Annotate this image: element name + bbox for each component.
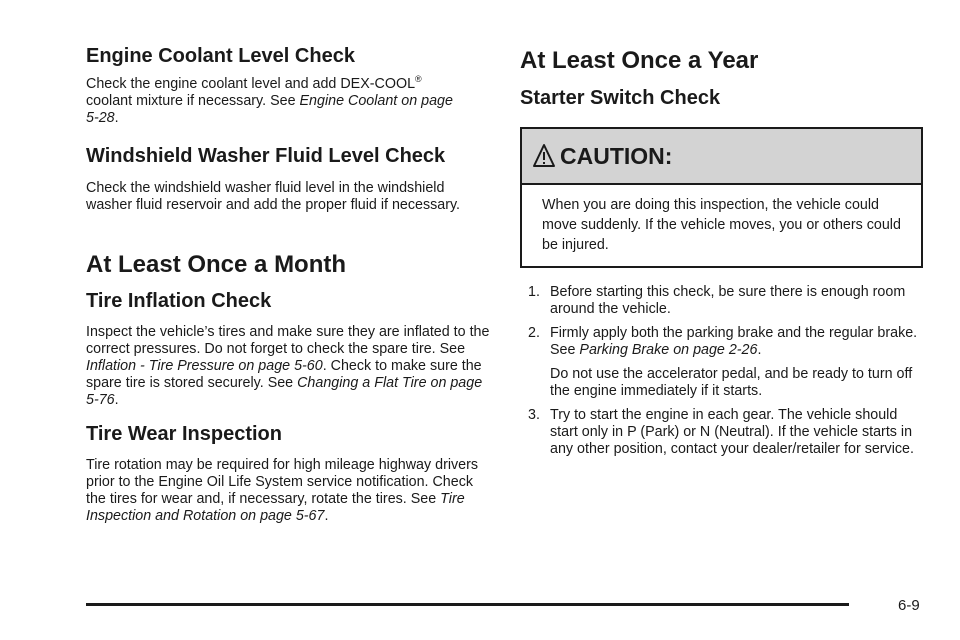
- caution-box: [520, 127, 923, 268]
- list-item: 2. Firmly apply both the parking brake and the regular brake. See Parking Brake on page 2-26. Do not use the accelerator pedal, and be ready to turn off the engine immediately if it starts.: [520, 325, 925, 400]
- year-heading: At Least Once a Year: [520, 47, 759, 74]
- step-note: Do not use the accelerator pedal, and be ready to turn off the engine immediately if it starts.: [550, 366, 913, 399]
- tire-wear-paragraph: Tire rotation may be required for high mileage highway drivers prior to the Engine Oil Life System service notification. Check the tires for wear and, if necessary, rotate the tires. See Tire Inspection and Rotation on page 5-67.: [86, 457, 479, 524]
- coolant-heading: Engine Coolant Level Check: [86, 45, 355, 67]
- starter-steps-list: [520, 284, 925, 458]
- caution-title: CAUTION:: [560, 142, 673, 169]
- list-item: 3. Try to start the engine in each gear. The vehicle should start only in P (Park) or N (Neutral). If the vehicle starts in any other position, contact your dealer/retailer for service.: [528, 407, 914, 457]
- page-number: 6-9: [898, 597, 920, 614]
- registered-mark: ®: [415, 74, 422, 85]
- flat-tire-ref-link[interactable]: Changing a Flat Tire on page 5-76: [86, 375, 483, 408]
- warning-triangle-icon: [532, 143, 556, 169]
- footer-rule: [86, 603, 849, 606]
- starter-heading: Starter Switch Check: [520, 87, 721, 109]
- coolant-ref-link[interactable]: Engine Coolant on page 5-28: [86, 93, 453, 126]
- inflation-ref-link[interactable]: Inflation - Tire Pressure on page 5-60: [86, 358, 323, 374]
- tire-wear-heading: Tire Wear Inspection: [86, 423, 282, 445]
- tire-inflation-heading: Tire Inflation Check: [86, 290, 272, 312]
- washer-heading: Windshield Washer Fluid Level Check: [86, 145, 446, 167]
- coolant-paragraph: Check the engine coolant level and add DEX-COOL® coolant mixture if necessary. See Engine Coolant on page 5-28.: [86, 74, 453, 126]
- rotation-ref-link[interactable]: Tire Inspection and Rotation on page 5-67: [86, 491, 465, 524]
- month-heading: At Least Once a Month: [86, 251, 347, 278]
- list-item: 1. Before starting this check, be sure there is enough room around the vehicle.: [528, 284, 906, 317]
- caution-header: [522, 129, 921, 185]
- washer-paragraph: Check the windshield washer fluid level in the windshield washer fluid reservoir and add the proper fluid if necessary.: [86, 180, 461, 213]
- parking-brake-ref-link[interactable]: Parking Brake on page 2-26: [579, 342, 758, 358]
- caution-text: When you are doing this inspection, the vehicle could move suddenly. If the vehicle moves, you or others could be injured.: [542, 197, 901, 253]
- tire-inflation-paragraph: Inspect the vehicle’s tires and make sure they are inflated to the correct pressures. Do not forget to check the spare tire. See Inflation - Tire Pressure on page 5-60. Check to make sure the spare tire is stored securely. See Changing a Flat Tire on page 5-76.: [86, 324, 490, 408]
